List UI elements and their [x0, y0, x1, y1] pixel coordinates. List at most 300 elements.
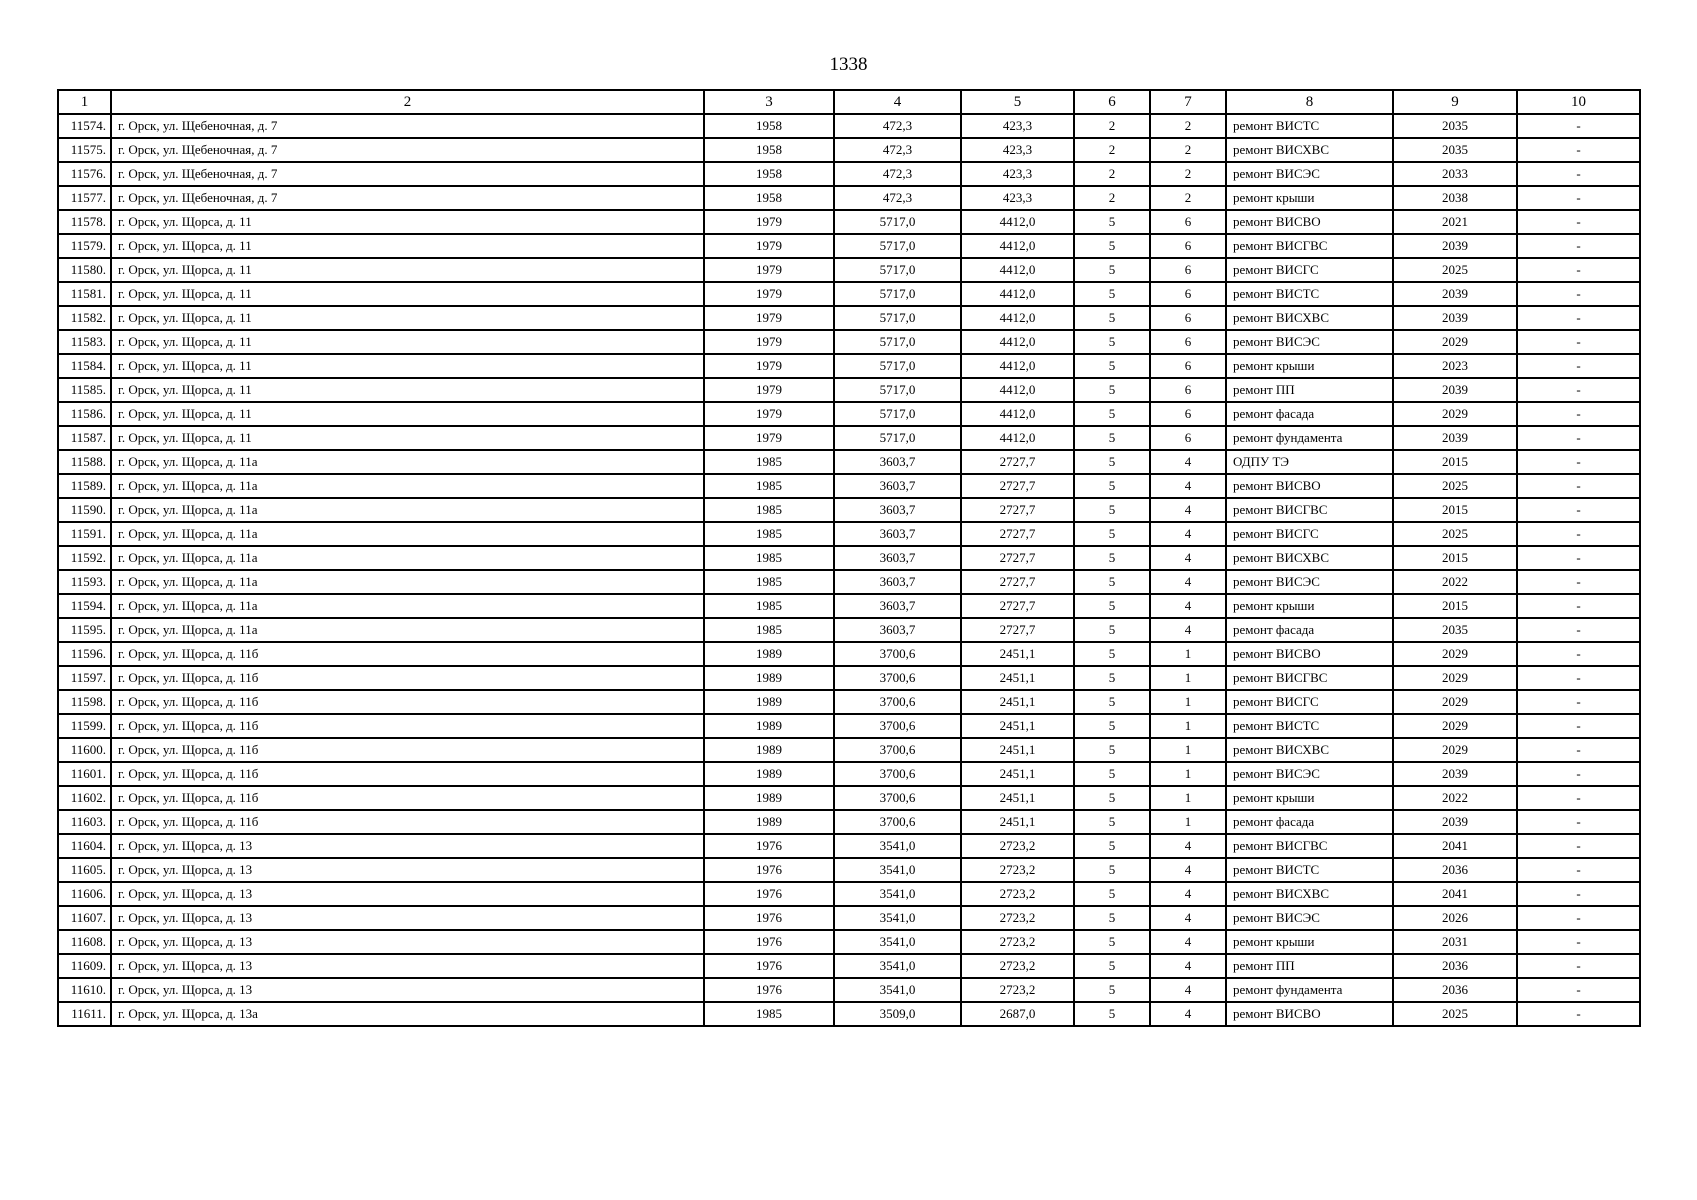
cell-entrances: 1 — [1150, 738, 1226, 762]
table-row — [58, 906, 1640, 930]
cell-row-number: 11587. — [58, 426, 111, 450]
cell-total-area: 3700,6 — [834, 642, 961, 666]
cell-year-built: 1979 — [704, 210, 834, 234]
cell-entrances: 6 — [1150, 330, 1226, 354]
cell-total-area: 3700,6 — [834, 762, 961, 786]
cell-total-area: 3603,7 — [834, 522, 961, 546]
cell-row-number: 11601. — [58, 762, 111, 786]
cell-year-built: 1979 — [704, 354, 834, 378]
cell-work-type: ремонт ВИСХВС — [1226, 882, 1393, 906]
column-header-3: 3 — [704, 90, 834, 114]
cell-total-area: 3541,0 — [834, 930, 961, 954]
cell-planned-year: 2029 — [1393, 402, 1517, 426]
cell-note: - — [1517, 762, 1640, 786]
cell-living-area: 2451,1 — [961, 642, 1074, 666]
cell-planned-year: 2026 — [1393, 906, 1517, 930]
cell-work-type: ремонт ВИСГС — [1226, 522, 1393, 546]
cell-living-area: 4412,0 — [961, 330, 1074, 354]
cell-note: - — [1517, 498, 1640, 522]
cell-living-area: 2451,1 — [961, 714, 1074, 738]
cell-year-built: 1979 — [704, 258, 834, 282]
cell-floors: 5 — [1074, 834, 1150, 858]
cell-year-built: 1989 — [704, 762, 834, 786]
cell-address: г. Орск, ул. Щорса, д. 11 — [111, 210, 704, 234]
cell-address: г. Орск, ул. Щебеночная, д. 7 — [111, 114, 704, 138]
cell-total-area: 3541,0 — [834, 858, 961, 882]
cell-row-number: 11590. — [58, 498, 111, 522]
cell-entrances: 4 — [1150, 474, 1226, 498]
cell-year-built: 1989 — [704, 666, 834, 690]
cell-year-built: 1976 — [704, 906, 834, 930]
table-row — [58, 474, 1640, 498]
cell-work-type: ремонт ВИСХВС — [1226, 546, 1393, 570]
cell-living-area: 2451,1 — [961, 762, 1074, 786]
cell-address: г. Орск, ул. Щорса, д. 11 — [111, 258, 704, 282]
cell-work-type: ремонт крыши — [1226, 354, 1393, 378]
cell-row-number: 11603. — [58, 810, 111, 834]
cell-year-built: 1989 — [704, 714, 834, 738]
cell-note: - — [1517, 282, 1640, 306]
cell-note: - — [1517, 1002, 1640, 1026]
cell-living-area: 2451,1 — [961, 666, 1074, 690]
cell-row-number: 11607. — [58, 906, 111, 930]
cell-entrances: 6 — [1150, 426, 1226, 450]
column-header-4: 4 — [834, 90, 961, 114]
cell-year-built: 1985 — [704, 618, 834, 642]
cell-year-built: 1958 — [704, 162, 834, 186]
cell-floors: 5 — [1074, 498, 1150, 522]
table-row — [58, 258, 1640, 282]
cell-floors: 5 — [1074, 978, 1150, 1002]
cell-note: - — [1517, 930, 1640, 954]
cell-address: г. Орск, ул. Щорса, д. 11а — [111, 618, 704, 642]
cell-entrances: 4 — [1150, 1002, 1226, 1026]
cell-floors: 5 — [1074, 306, 1150, 330]
cell-address: г. Орск, ул. Щорса, д. 11б — [111, 666, 704, 690]
cell-floors: 5 — [1074, 618, 1150, 642]
cell-work-type: ремонт крыши — [1226, 786, 1393, 810]
cell-note: - — [1517, 714, 1640, 738]
cell-floors: 5 — [1074, 954, 1150, 978]
cell-planned-year: 2039 — [1393, 762, 1517, 786]
table-row — [58, 1002, 1640, 1026]
cell-work-type: ремонт фундамента — [1226, 978, 1393, 1002]
cell-work-type: ремонт ВИСТС — [1226, 714, 1393, 738]
cell-total-area: 3541,0 — [834, 882, 961, 906]
cell-year-built: 1989 — [704, 642, 834, 666]
cell-living-area: 2723,2 — [961, 978, 1074, 1002]
cell-entrances: 2 — [1150, 114, 1226, 138]
cell-year-built: 1979 — [704, 282, 834, 306]
cell-living-area: 2727,7 — [961, 474, 1074, 498]
cell-work-type: ремонт ВИСХВС — [1226, 738, 1393, 762]
cell-row-number: 11585. — [58, 378, 111, 402]
cell-address: г. Орск, ул. Щорса, д. 11б — [111, 786, 704, 810]
cell-entrances: 6 — [1150, 258, 1226, 282]
cell-floors: 5 — [1074, 930, 1150, 954]
cell-floors: 5 — [1074, 690, 1150, 714]
cell-address: г. Орск, ул. Щорса, д. 13 — [111, 978, 704, 1002]
cell-note: - — [1517, 450, 1640, 474]
cell-planned-year: 2041 — [1393, 882, 1517, 906]
cell-work-type: ремонт ВИСГВС — [1226, 234, 1393, 258]
cell-year-built: 1989 — [704, 690, 834, 714]
cell-note: - — [1517, 258, 1640, 282]
cell-floors: 5 — [1074, 738, 1150, 762]
table-row — [58, 282, 1640, 306]
cell-entrances: 4 — [1150, 954, 1226, 978]
cell-entrances: 6 — [1150, 354, 1226, 378]
cell-address: г. Орск, ул. Щорса, д. 11 — [111, 282, 704, 306]
cell-entrances: 6 — [1150, 306, 1226, 330]
table-row — [58, 642, 1640, 666]
cell-row-number: 11594. — [58, 594, 111, 618]
cell-total-area: 5717,0 — [834, 402, 961, 426]
cell-note: - — [1517, 666, 1640, 690]
table-row — [58, 810, 1640, 834]
cell-address: г. Орск, ул. Щорса, д. 11а — [111, 522, 704, 546]
cell-living-area: 4412,0 — [961, 306, 1074, 330]
table-row — [58, 882, 1640, 906]
cell-living-area: 2727,7 — [961, 498, 1074, 522]
cell-row-number: 11609. — [58, 954, 111, 978]
cell-address: г. Орск, ул. Щорса, д. 13 — [111, 858, 704, 882]
cell-entrances: 4 — [1150, 522, 1226, 546]
cell-note: - — [1517, 162, 1640, 186]
cell-living-area: 4412,0 — [961, 426, 1074, 450]
cell-address: г. Орск, ул. Щорса, д. 11 — [111, 426, 704, 450]
cell-year-built: 1979 — [704, 306, 834, 330]
cell-address: г. Орск, ул. Щорса, д. 11 — [111, 378, 704, 402]
cell-planned-year: 2031 — [1393, 930, 1517, 954]
cell-work-type: ремонт ВИСГВС — [1226, 498, 1393, 522]
cell-work-type: ремонт ВИСЭС — [1226, 762, 1393, 786]
cell-note: - — [1517, 522, 1640, 546]
table-row — [58, 210, 1640, 234]
cell-living-area: 4412,0 — [961, 354, 1074, 378]
cell-work-type: ремонт ВИСЭС — [1226, 570, 1393, 594]
cell-living-area: 2451,1 — [961, 810, 1074, 834]
table-row — [58, 738, 1640, 762]
cell-note: - — [1517, 906, 1640, 930]
cell-floors: 5 — [1074, 786, 1150, 810]
cell-living-area: 2723,2 — [961, 882, 1074, 906]
cell-note: - — [1517, 138, 1640, 162]
cell-living-area: 2727,7 — [961, 546, 1074, 570]
cell-entrances: 4 — [1150, 834, 1226, 858]
cell-planned-year: 2029 — [1393, 330, 1517, 354]
cell-floors: 5 — [1074, 858, 1150, 882]
cell-planned-year: 2015 — [1393, 546, 1517, 570]
cell-note: - — [1517, 690, 1640, 714]
cell-work-type: ремонт фундамента — [1226, 426, 1393, 450]
cell-planned-year: 2029 — [1393, 666, 1517, 690]
cell-living-area: 2723,2 — [961, 954, 1074, 978]
cell-work-type: ремонт ВИСГС — [1226, 690, 1393, 714]
cell-note: - — [1517, 570, 1640, 594]
cell-year-built: 1958 — [704, 138, 834, 162]
cell-total-area: 472,3 — [834, 162, 961, 186]
cell-row-number: 11579. — [58, 234, 111, 258]
cell-planned-year: 2035 — [1393, 618, 1517, 642]
cell-planned-year: 2036 — [1393, 858, 1517, 882]
cell-work-type: ремонт ВИСЭС — [1226, 162, 1393, 186]
cell-year-built: 1985 — [704, 546, 834, 570]
cell-floors: 5 — [1074, 642, 1150, 666]
table-row — [58, 138, 1640, 162]
cell-row-number: 11610. — [58, 978, 111, 1002]
cell-note: - — [1517, 402, 1640, 426]
cell-entrances: 4 — [1150, 546, 1226, 570]
table-row — [58, 834, 1640, 858]
cell-planned-year: 2025 — [1393, 474, 1517, 498]
cell-work-type: ремонт ВИСГС — [1226, 258, 1393, 282]
cell-planned-year: 2023 — [1393, 354, 1517, 378]
cell-work-type: ремонт ВИСГВС — [1226, 666, 1393, 690]
cell-year-built: 1985 — [704, 1002, 834, 1026]
cell-floors: 5 — [1074, 1002, 1150, 1026]
cell-year-built: 1958 — [704, 186, 834, 210]
cell-address: г. Орск, ул. Щорса, д. 11а — [111, 474, 704, 498]
table-row — [58, 762, 1640, 786]
table-row — [58, 402, 1640, 426]
table-header-row — [58, 90, 1640, 114]
cell-entrances: 4 — [1150, 858, 1226, 882]
cell-living-area: 2727,7 — [961, 570, 1074, 594]
cell-total-area: 3603,7 — [834, 546, 961, 570]
cell-floors: 5 — [1074, 474, 1150, 498]
cell-row-number: 11593. — [58, 570, 111, 594]
cell-row-number: 11599. — [58, 714, 111, 738]
cell-living-area: 2723,2 — [961, 930, 1074, 954]
cell-living-area: 2727,7 — [961, 618, 1074, 642]
cell-total-area: 3603,7 — [834, 570, 961, 594]
cell-living-area: 423,3 — [961, 186, 1074, 210]
cell-work-type: ремонт ВИСХВС — [1226, 138, 1393, 162]
cell-year-built: 1979 — [704, 402, 834, 426]
cell-floors: 2 — [1074, 186, 1150, 210]
table-row — [58, 186, 1640, 210]
cell-floors: 5 — [1074, 402, 1150, 426]
table-row — [58, 546, 1640, 570]
cell-row-number: 11595. — [58, 618, 111, 642]
cell-entrances: 4 — [1150, 978, 1226, 1002]
cell-address: г. Орск, ул. Щорса, д. 11а — [111, 570, 704, 594]
cell-floors: 5 — [1074, 234, 1150, 258]
cell-note: - — [1517, 858, 1640, 882]
column-header-9: 9 — [1393, 90, 1517, 114]
cell-floors: 2 — [1074, 114, 1150, 138]
cell-living-area: 4412,0 — [961, 234, 1074, 258]
cell-work-type: ремонт фасада — [1226, 402, 1393, 426]
cell-floors: 5 — [1074, 378, 1150, 402]
cell-living-area: 423,3 — [961, 162, 1074, 186]
cell-note: - — [1517, 546, 1640, 570]
cell-floors: 5 — [1074, 594, 1150, 618]
cell-planned-year: 2039 — [1393, 282, 1517, 306]
column-header-6: 6 — [1074, 90, 1150, 114]
cell-entrances: 1 — [1150, 642, 1226, 666]
cell-entrances: 1 — [1150, 690, 1226, 714]
cell-row-number: 11596. — [58, 642, 111, 666]
cell-year-built: 1989 — [704, 786, 834, 810]
cell-entrances: 4 — [1150, 594, 1226, 618]
cell-total-area: 3603,7 — [834, 618, 961, 642]
cell-total-area: 5717,0 — [834, 354, 961, 378]
cell-row-number: 11584. — [58, 354, 111, 378]
cell-address: г. Орск, ул. Щорса, д. 11а — [111, 450, 704, 474]
cell-living-area: 2723,2 — [961, 906, 1074, 930]
cell-work-type: ремонт ПП — [1226, 378, 1393, 402]
cell-entrances: 6 — [1150, 234, 1226, 258]
cell-address: г. Орск, ул. Щорса, д. 11б — [111, 810, 704, 834]
cell-address: г. Орск, ул. Щебеночная, д. 7 — [111, 186, 704, 210]
cell-address: г. Орск, ул. Щорса, д. 11 — [111, 402, 704, 426]
cell-floors: 5 — [1074, 906, 1150, 930]
cell-note: - — [1517, 354, 1640, 378]
cell-year-built: 1976 — [704, 858, 834, 882]
cell-total-area: 3603,7 — [834, 450, 961, 474]
cell-address: г. Орск, ул. Щорса, д. 11б — [111, 714, 704, 738]
cell-living-area: 423,3 — [961, 114, 1074, 138]
cell-floors: 5 — [1074, 330, 1150, 354]
cell-address: г. Орск, ул. Щорса, д. 11б — [111, 738, 704, 762]
cell-row-number: 11611. — [58, 1002, 111, 1026]
column-header-1: 1 — [58, 90, 111, 114]
table-row — [58, 378, 1640, 402]
cell-total-area: 3700,6 — [834, 714, 961, 738]
cell-floors: 5 — [1074, 762, 1150, 786]
cell-address: г. Орск, ул. Щорса, д. 13 — [111, 954, 704, 978]
cell-row-number: 11583. — [58, 330, 111, 354]
cell-planned-year: 2039 — [1393, 234, 1517, 258]
cell-address: г. Орск, ул. Щорса, д. 11 — [111, 234, 704, 258]
cell-floors: 5 — [1074, 666, 1150, 690]
cell-entrances: 2 — [1150, 186, 1226, 210]
table-row — [58, 522, 1640, 546]
table-row — [58, 114, 1640, 138]
cell-planned-year: 2039 — [1393, 810, 1517, 834]
register-table — [57, 89, 1641, 1027]
cell-total-area: 472,3 — [834, 186, 961, 210]
cell-row-number: 11592. — [58, 546, 111, 570]
cell-year-built: 1985 — [704, 594, 834, 618]
cell-entrances: 4 — [1150, 450, 1226, 474]
table-row — [58, 858, 1640, 882]
cell-year-built: 1989 — [704, 810, 834, 834]
table-row — [58, 690, 1640, 714]
cell-total-area: 5717,0 — [834, 210, 961, 234]
cell-entrances: 4 — [1150, 618, 1226, 642]
cell-total-area: 3541,0 — [834, 906, 961, 930]
cell-living-area: 4412,0 — [961, 258, 1074, 282]
cell-planned-year: 2029 — [1393, 738, 1517, 762]
cell-note: - — [1517, 378, 1640, 402]
table-row — [58, 330, 1640, 354]
cell-planned-year: 2033 — [1393, 162, 1517, 186]
cell-planned-year: 2035 — [1393, 114, 1517, 138]
cell-entrances: 6 — [1150, 210, 1226, 234]
cell-note: - — [1517, 210, 1640, 234]
cell-floors: 5 — [1074, 282, 1150, 306]
cell-floors: 5 — [1074, 882, 1150, 906]
cell-floors: 5 — [1074, 546, 1150, 570]
cell-row-number: 11575. — [58, 138, 111, 162]
cell-note: - — [1517, 810, 1640, 834]
cell-work-type: ремонт ВИСГВС — [1226, 834, 1393, 858]
cell-year-built: 1985 — [704, 522, 834, 546]
cell-work-type: ремонт ВИСВО — [1226, 642, 1393, 666]
cell-entrances: 1 — [1150, 810, 1226, 834]
cell-note: - — [1517, 426, 1640, 450]
cell-note: - — [1517, 954, 1640, 978]
cell-row-number: 11580. — [58, 258, 111, 282]
cell-row-number: 11591. — [58, 522, 111, 546]
table-row — [58, 570, 1640, 594]
cell-total-area: 5717,0 — [834, 306, 961, 330]
cell-address: г. Орск, ул. Щорса, д. 11а — [111, 546, 704, 570]
cell-note: - — [1517, 474, 1640, 498]
table-row — [58, 954, 1640, 978]
cell-entrances: 4 — [1150, 498, 1226, 522]
cell-living-area: 2727,7 — [961, 450, 1074, 474]
cell-address: г. Орск, ул. Щорса, д. 13а — [111, 1002, 704, 1026]
cell-address: г. Орск, ул. Щорса, д. 13 — [111, 906, 704, 930]
cell-planned-year: 2025 — [1393, 522, 1517, 546]
cell-entrances: 2 — [1150, 138, 1226, 162]
cell-address: г. Орск, ул. Щорса, д. 13 — [111, 930, 704, 954]
column-header-2: 2 — [111, 90, 704, 114]
cell-year-built: 1985 — [704, 450, 834, 474]
cell-living-area: 4412,0 — [961, 378, 1074, 402]
table-row — [58, 306, 1640, 330]
cell-note: - — [1517, 114, 1640, 138]
cell-row-number: 11608. — [58, 930, 111, 954]
cell-total-area: 3700,6 — [834, 786, 961, 810]
cell-row-number: 11605. — [58, 858, 111, 882]
cell-planned-year: 2022 — [1393, 570, 1517, 594]
cell-address: г. Орск, ул. Щорса, д. 11б — [111, 762, 704, 786]
cell-floors: 5 — [1074, 522, 1150, 546]
cell-row-number: 11588. — [58, 450, 111, 474]
cell-note: - — [1517, 978, 1640, 1002]
cell-total-area: 3509,0 — [834, 1002, 961, 1026]
cell-year-built: 1989 — [704, 738, 834, 762]
cell-note: - — [1517, 834, 1640, 858]
cell-row-number: 11600. — [58, 738, 111, 762]
cell-year-built: 1985 — [704, 474, 834, 498]
column-header-10: 10 — [1517, 90, 1640, 114]
cell-note: - — [1517, 786, 1640, 810]
cell-planned-year: 2039 — [1393, 378, 1517, 402]
table-row — [58, 714, 1640, 738]
cell-planned-year: 2015 — [1393, 450, 1517, 474]
cell-note: - — [1517, 306, 1640, 330]
cell-work-type: ремонт ВИСХВС — [1226, 306, 1393, 330]
cell-work-type: ОДПУ ТЭ — [1226, 450, 1393, 474]
cell-entrances: 6 — [1150, 282, 1226, 306]
cell-address: г. Орск, ул. Щорса, д. 11а — [111, 594, 704, 618]
table-row — [58, 786, 1640, 810]
cell-work-type: ремонт ВИСТС — [1226, 114, 1393, 138]
cell-row-number: 11606. — [58, 882, 111, 906]
cell-entrances: 1 — [1150, 762, 1226, 786]
cell-total-area: 3603,7 — [834, 498, 961, 522]
cell-floors: 5 — [1074, 570, 1150, 594]
cell-living-area: 2451,1 — [961, 738, 1074, 762]
cell-entrances: 6 — [1150, 378, 1226, 402]
cell-entrances: 4 — [1150, 570, 1226, 594]
